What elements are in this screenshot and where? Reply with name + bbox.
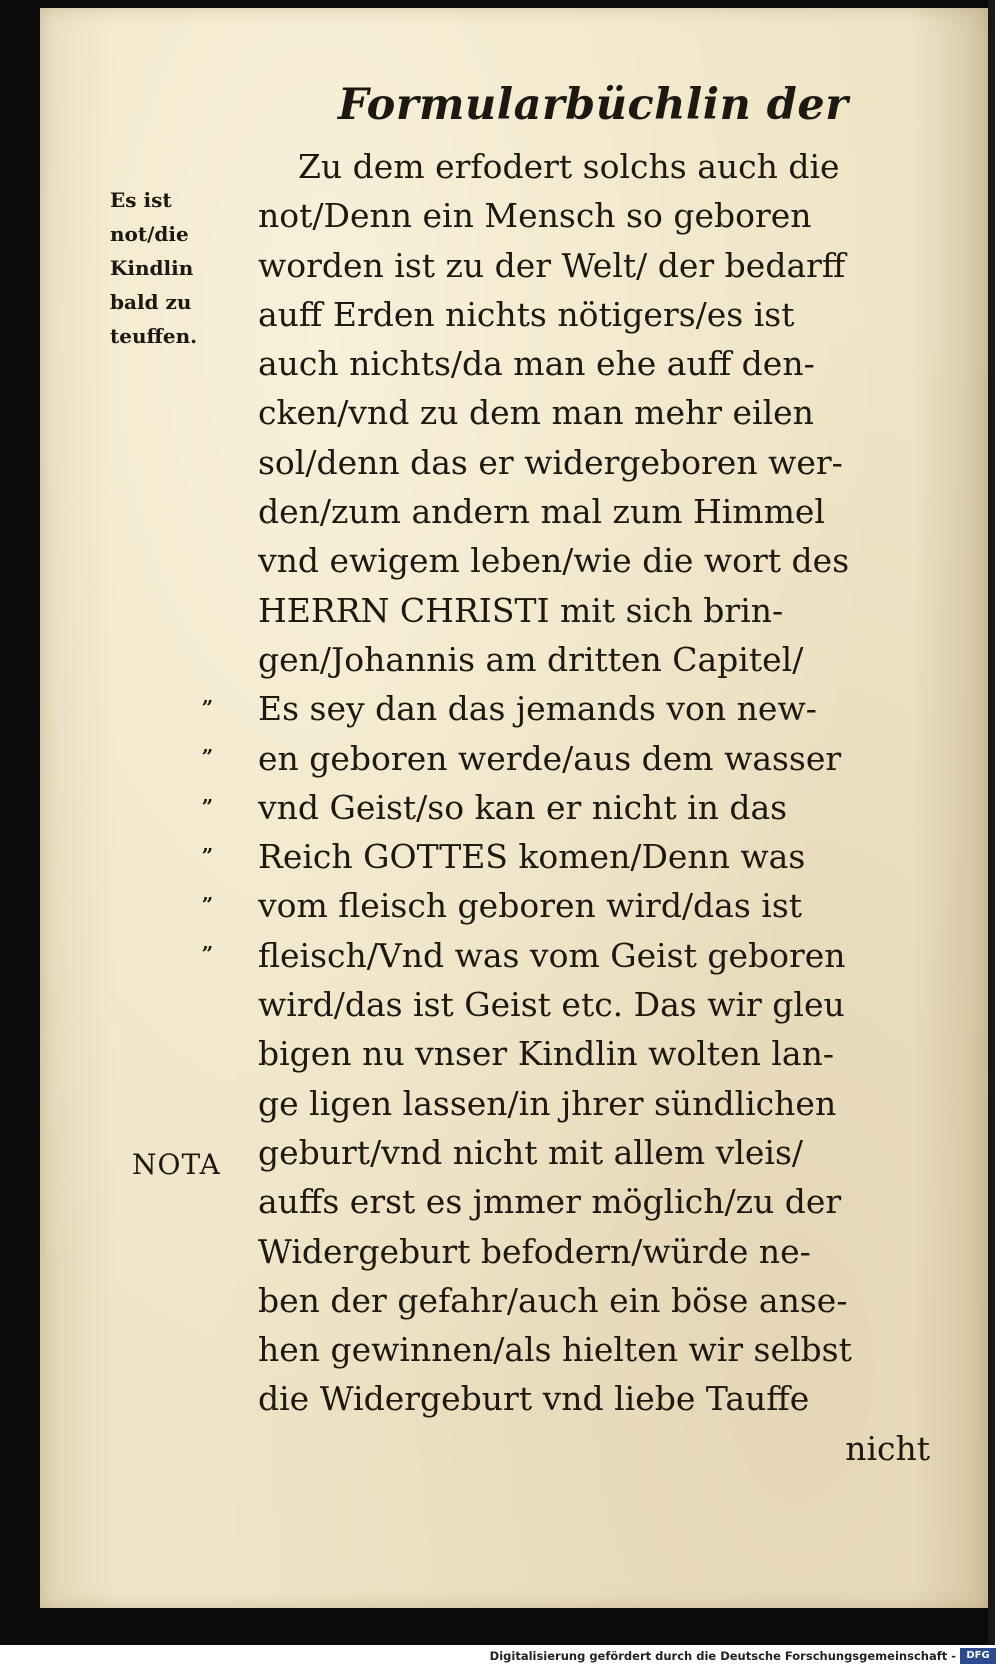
quotation-marks-column — [202, 672, 242, 968]
text-line: vnd Geist/so kan er nicht in das — [258, 787, 788, 827]
book-edge — [988, 0, 995, 1645]
text-line: bigen nu vnser Kindlin wolten lan- — [258, 1034, 834, 1074]
text-line: not/Denn ein Mensch so geboren — [258, 196, 812, 236]
funding-credit: Digitalisierung gefördert durch die Deutsche Forschungsgemeinschaft - — [489, 1649, 956, 1663]
quote-mark: „ — [202, 831, 214, 856]
quote-mark: „ — [202, 782, 214, 807]
dfg-logo[interactable]: DFG — [960, 1648, 996, 1664]
text-line: geburt/vnd nicht mit allem vleis/ — [258, 1132, 804, 1172]
quote-mark: „ — [202, 684, 214, 708]
text-line: wird/das ist Geist etc. Das wir gleu — [258, 985, 845, 1025]
text-line: Zu dem erfodert solchs auch die — [298, 147, 840, 186]
text-line: gen/Johannis am dritten Capitel/ — [258, 639, 804, 679]
text-line: Widergeburt befodern/würde ne- — [258, 1231, 811, 1271]
text-line: auffs erst es jmmer möglich/zu der — [258, 1182, 842, 1222]
catchword: nicht — [845, 1428, 930, 1468]
footer-bar — [0, 1645, 1000, 1669]
text-line: ge ligen lassen/in jhrer sündlichen — [258, 1083, 837, 1123]
text-line: die Widergeburt vnd liebe Tauffe — [258, 1379, 810, 1419]
margin-note-line: Es ist — [110, 188, 172, 212]
text-line: ben der gefahr/auch ein böse anse- — [258, 1280, 848, 1320]
margin-note — [110, 183, 250, 353]
text-line: worden ist zu der Welt/ der bedarff — [258, 245, 846, 285]
quote-mark: „ — [202, 881, 214, 906]
text-line: Reich GOTTES komen/Denn was — [258, 837, 806, 877]
text-line: en geboren werde/aus dem wasser — [258, 738, 842, 778]
text-line: cken/vnd zu dem man mehr eilen — [258, 393, 814, 433]
margin-note-line: bald zu — [110, 290, 192, 314]
margin-note-line: teuffen. — [110, 324, 198, 348]
text-line: vnd ewigem leben/wie die wort des — [258, 541, 850, 581]
nota-margin-label: NOTA — [132, 1148, 221, 1181]
text-line: vom fleisch geboren wird/das ist — [258, 886, 803, 926]
text-line: Es sey dan das jemands von new- — [258, 689, 817, 729]
text-line: sol/denn das er widergeboren wer- — [258, 442, 843, 482]
text-line: hen gewinnen/als hielten wir selbst — [258, 1330, 852, 1370]
text-line: auff Erden nichts nötigers/es ist — [258, 294, 795, 334]
text-line: fleisch/Vnd was vom Geist geboren — [258, 935, 846, 975]
text-line: auch nichts/da man ehe auff den- — [258, 344, 815, 384]
quote-mark: „ — [202, 930, 214, 955]
text-line: den/zum andern mal zum Himmel — [258, 492, 825, 532]
running-head: Formularbüchlin der — [338, 80, 849, 130]
body-text — [258, 142, 938, 1473]
quote-mark: „ — [202, 733, 214, 758]
text-line: HERRN CHRISTI mit sich brin- — [258, 590, 784, 630]
margin-note-line: not/die — [110, 222, 189, 246]
margin-note-line: Kindlin — [110, 256, 194, 280]
